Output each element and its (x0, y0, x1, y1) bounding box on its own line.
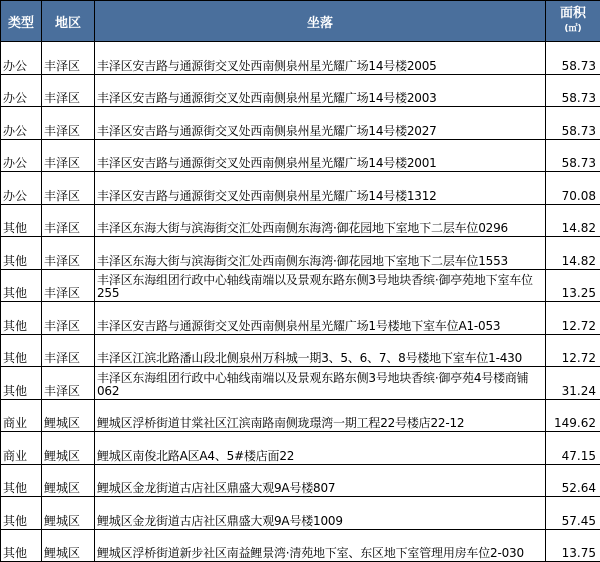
cell-type: 办公 (1, 107, 42, 140)
cell-size: 58.73 (546, 139, 600, 172)
table-row (1, 269, 600, 302)
cell-type: 其他 (1, 367, 42, 400)
table-row (1, 367, 600, 400)
cell-location: 丰泽区东海组团行政中心轴线南端以及景观东路东侧3号地块香缤·御亭苑地下室车位255 (95, 269, 546, 302)
cell-type: 商业 (1, 399, 42, 432)
cell-type: 其他 (1, 334, 42, 367)
table-row (1, 334, 600, 367)
cell-type: 其他 (1, 464, 42, 497)
cell-type: 其他 (1, 269, 42, 302)
cell-size: 14.82 (546, 204, 600, 237)
cell-type: 其他 (1, 204, 42, 237)
cell-size: 57.45 (546, 497, 600, 530)
cell-area: 丰泽区 (42, 334, 95, 367)
header-size-unit: (㎡) (564, 24, 581, 34)
cell-area: 鲤城区 (42, 529, 95, 562)
header-size-label: 面积 (560, 6, 586, 21)
cell-area: 丰泽区 (42, 269, 95, 302)
cell-type: 办公 (1, 139, 42, 172)
table-row (1, 204, 600, 237)
cell-location: 鲤城区金龙街道古店社区鼎盛大观9A号楼807 (95, 464, 546, 497)
cell-location: 鲤城区浮桥街道新步社区南益鲤景湾·清苑地下室、东区地下室管理用房车位2-030 (95, 529, 546, 562)
cell-location: 丰泽区安吉路与通源街交叉处西南侧泉州星光耀广场14号楼2027 (95, 107, 546, 140)
cell-area: 丰泽区 (42, 139, 95, 172)
cell-area: 丰泽区 (42, 107, 95, 140)
cell-area: 丰泽区 (42, 237, 95, 270)
header-area: 地区 (42, 1, 95, 42)
table-row (1, 399, 600, 432)
table-row (1, 497, 600, 530)
cell-type: 其他 (1, 497, 42, 530)
header-row (1, 1, 600, 42)
table-row (1, 139, 600, 172)
cell-type: 商业 (1, 432, 42, 465)
cell-size: 12.72 (546, 334, 600, 367)
cell-area: 丰泽区 (42, 367, 95, 400)
table-row (1, 107, 600, 140)
cell-size: 58.73 (546, 107, 600, 140)
cell-area: 鲤城区 (42, 432, 95, 465)
table-row (1, 464, 600, 497)
cell-size: 31.24 (546, 367, 600, 400)
cell-location: 丰泽区安吉路与通源街交叉处西南侧泉州星光耀广场1号楼地下室车位A1-053 (95, 302, 546, 335)
cell-type: 其他 (1, 529, 42, 562)
cell-size: 47.15 (546, 432, 600, 465)
cell-size: 12.72 (546, 302, 600, 335)
header-location: 坐落 (95, 1, 546, 42)
cell-location: 丰泽区东海大街与滨海街交汇处西南侧东海湾·御花园地下室地下二层车位0296 (95, 204, 546, 237)
cell-size: 13.25 (546, 269, 600, 302)
table-row (1, 432, 600, 465)
cell-location: 鲤城区浮桥街道甘棠社区江滨南路南侧珑璟湾一期工程22号楼店22-12 (95, 399, 546, 432)
table-row (1, 42, 600, 75)
cell-area: 丰泽区 (42, 302, 95, 335)
cell-location: 鲤城区南俊北路A区A4、5#楼店面22 (95, 432, 546, 465)
cell-type: 其他 (1, 302, 42, 335)
cell-area: 丰泽区 (42, 42, 95, 75)
table-row (1, 172, 600, 205)
cell-area: 鲤城区 (42, 464, 95, 497)
header-size (546, 1, 600, 42)
cell-location: 丰泽区安吉路与通源街交叉处西南侧泉州星光耀广场14号楼1312 (95, 172, 546, 205)
table-row (1, 529, 600, 562)
cell-location: 丰泽区安吉路与通源街交叉处西南侧泉州星光耀广场14号楼2003 (95, 74, 546, 107)
cell-size: 149.62 (546, 399, 600, 432)
cell-area: 丰泽区 (42, 204, 95, 237)
cell-area: 鲤城区 (42, 399, 95, 432)
cell-area: 鲤城区 (42, 497, 95, 530)
cell-size: 70.08 (546, 172, 600, 205)
table-row (1, 74, 600, 107)
cell-size: 52.64 (546, 464, 600, 497)
cell-area: 丰泽区 (42, 74, 95, 107)
cell-area: 丰泽区 (42, 172, 95, 205)
cell-location: 丰泽区安吉路与通源街交叉处西南侧泉州星光耀广场14号楼2005 (95, 42, 546, 75)
cell-type: 办公 (1, 172, 42, 205)
table-row (1, 302, 600, 335)
cell-size: 58.73 (546, 74, 600, 107)
cell-type: 办公 (1, 74, 42, 107)
cell-size: 58.73 (546, 42, 600, 75)
cell-location: 丰泽区东海组团行政中心轴线南端以及景观东路东侧3号地块香缤·御亭苑4号楼商铺062 (95, 367, 546, 400)
cell-size: 13.75 (546, 529, 600, 562)
cell-location: 丰泽区东海大街与滨海街交汇处西南侧东海湾·御花园地下室地下二层车位1553 (95, 237, 546, 270)
cell-type: 其他 (1, 237, 42, 270)
cell-size: 14.82 (546, 237, 600, 270)
table-row (1, 237, 600, 270)
cell-type: 办公 (1, 42, 42, 75)
cell-location: 丰泽区安吉路与通源街交叉处西南侧泉州星光耀广场14号楼2001 (95, 139, 546, 172)
cell-location: 丰泽区江滨北路潘山段北侧泉州万科城一期3、5、6、7、8号楼地下室车位1-430 (95, 334, 546, 367)
cell-location: 鲤城区金龙街道古店社区鼎盛大观9A号楼1009 (95, 497, 546, 530)
header-type: 类型 (1, 1, 42, 42)
